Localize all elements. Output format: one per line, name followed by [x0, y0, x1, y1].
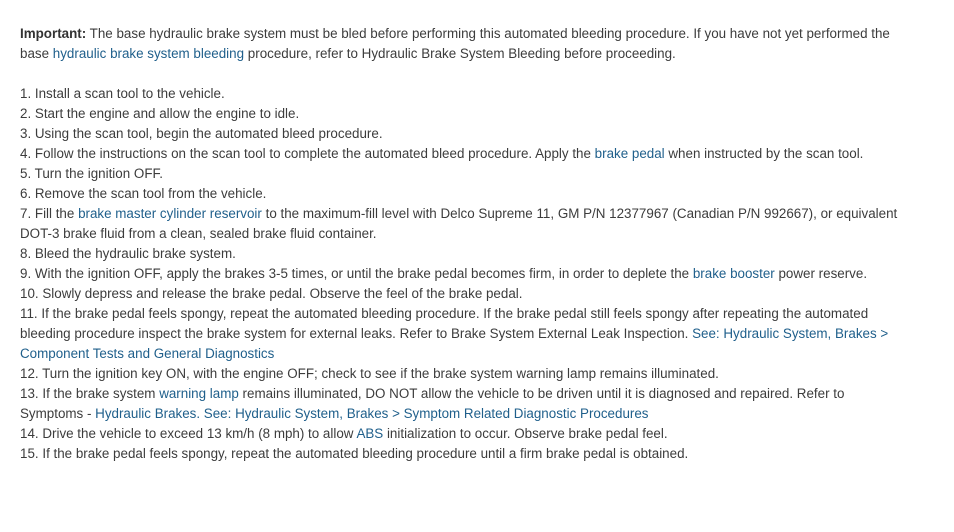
step-number: 3. [20, 126, 35, 141]
step-number: 9. [20, 266, 35, 281]
warning-lamp-link[interactable]: warning lamp [159, 386, 239, 401]
step-number: 4. [20, 146, 35, 161]
step-text: Remove the scan tool from the vehicle. [34, 186, 267, 201]
step-text: to the maximum-fill level with Delco Supreme 11, GM P/N 12377967 (Canadian P/N 992667), or equivalent DOT-3 brake fluid from a clean, sealed brake fluid container. [20, 206, 898, 241]
brake-pedal-link[interactable]: brake pedal [594, 146, 665, 161]
step-text: Install a scan tool to the vehicle. [34, 86, 225, 101]
brake-master-cylinder-reservoir-link[interactable]: brake master cylinder reservoir [78, 206, 262, 221]
step-10 [20, 284, 900, 304]
step-number: 14. [20, 426, 43, 441]
step-number: 12. [20, 366, 43, 381]
step-text: when instructed by the scan tool. [664, 146, 864, 161]
step-14 [20, 424, 900, 444]
step-12 [20, 364, 900, 384]
step-text: Bleed the hydraulic brake system. [34, 246, 236, 261]
step-6 [20, 184, 900, 204]
hydraulic-brake-system-bleeding-link[interactable]: hydraulic brake system bleeding [52, 46, 245, 61]
step-2 [20, 104, 900, 124]
step-number: 2. [20, 106, 35, 121]
step-number: 1. [20, 86, 35, 101]
important-note [20, 24, 900, 64]
step-text: If the brake pedal feels spongy, repeat the automated bleeding procedure until a firm brake pedal is obtained. [42, 446, 689, 461]
symptom-diagnostics-link[interactable]: Hydraulic Brakes. See: Hydraulic System, Brakes > Symptom Related Diagnostic Procedures [95, 406, 649, 421]
step-text: If the brake pedal feels spongy, repeat the automated bleeding procedure. If the brake pedal still feels spongy after repeating the automated bleeding procedure inspect the brake system for external leaks. Refer to Brake System External Leak Inspection. [20, 306, 869, 341]
step-number: 8. [20, 246, 35, 261]
step-9 [20, 264, 900, 284]
step-text: Fill the [34, 206, 79, 221]
important-label: Important: [20, 26, 87, 41]
step-text: remains illuminated, DO NOT allow the vehicle to be driven until it is diagnosed and repaired. Refer to Symptoms - [20, 386, 845, 421]
step-text: initialization to occur. Observe brake pedal feel. [383, 426, 668, 441]
step-text: If the brake system [42, 386, 160, 401]
important-text-2: procedure, refer to Hydraulic Brake System Bleeding before proceeding. [244, 46, 676, 61]
step-text: power reserve. [774, 266, 868, 281]
step-8 [20, 244, 900, 264]
step-text: Turn the ignition key ON, with the engine OFF; check to see if the brake system warning lamp remains illuminated. [42, 366, 719, 381]
step-11 [20, 304, 900, 364]
step-text: With the ignition OFF, apply the brakes 3-5 times, or until the brake pedal becomes firm, in order to deplete the [34, 266, 693, 281]
procedure-steps [20, 84, 900, 464]
document-body [20, 24, 900, 464]
step-7 [20, 204, 900, 244]
step-5 [20, 164, 900, 184]
step-number: 6. [20, 186, 35, 201]
step-3 [20, 124, 900, 144]
step-1 [20, 84, 900, 104]
step-number: 13. [20, 386, 43, 401]
step-text: Using the scan tool, begin the automated bleed procedure. [34, 126, 383, 141]
important-text-1: The base hydraulic brake system must be bled before performing this automated bleeding procedure. If you have not yet performed the base [20, 26, 890, 61]
step-number: 10. [20, 286, 43, 301]
step-15 [20, 444, 900, 464]
step-number: 15. [20, 446, 43, 461]
brake-booster-link[interactable]: brake booster [692, 266, 775, 281]
step-text: Slowly depress and release the brake pedal. Observe the feel of the brake pedal. [42, 286, 523, 301]
step-text: Start the engine and allow the engine to idle. [34, 106, 300, 121]
abs-link[interactable]: ABS [356, 426, 384, 441]
step-4 [20, 144, 900, 164]
step-text: Drive the vehicle to exceed 13 km/h (8 mph) to allow [42, 426, 357, 441]
step-number: 5. [20, 166, 35, 181]
step-number: 11. [20, 306, 42, 321]
step-text: Follow the instructions on the scan tool to complete the automated bleed procedure. Apply the [34, 146, 595, 161]
step-13 [20, 384, 900, 424]
component-tests-link[interactable]: See: Hydraulic System, Brakes > Component Tests and General Diagnostics [20, 326, 889, 361]
step-text: Turn the ignition OFF. [34, 166, 163, 181]
step-number: 7. [20, 206, 35, 221]
